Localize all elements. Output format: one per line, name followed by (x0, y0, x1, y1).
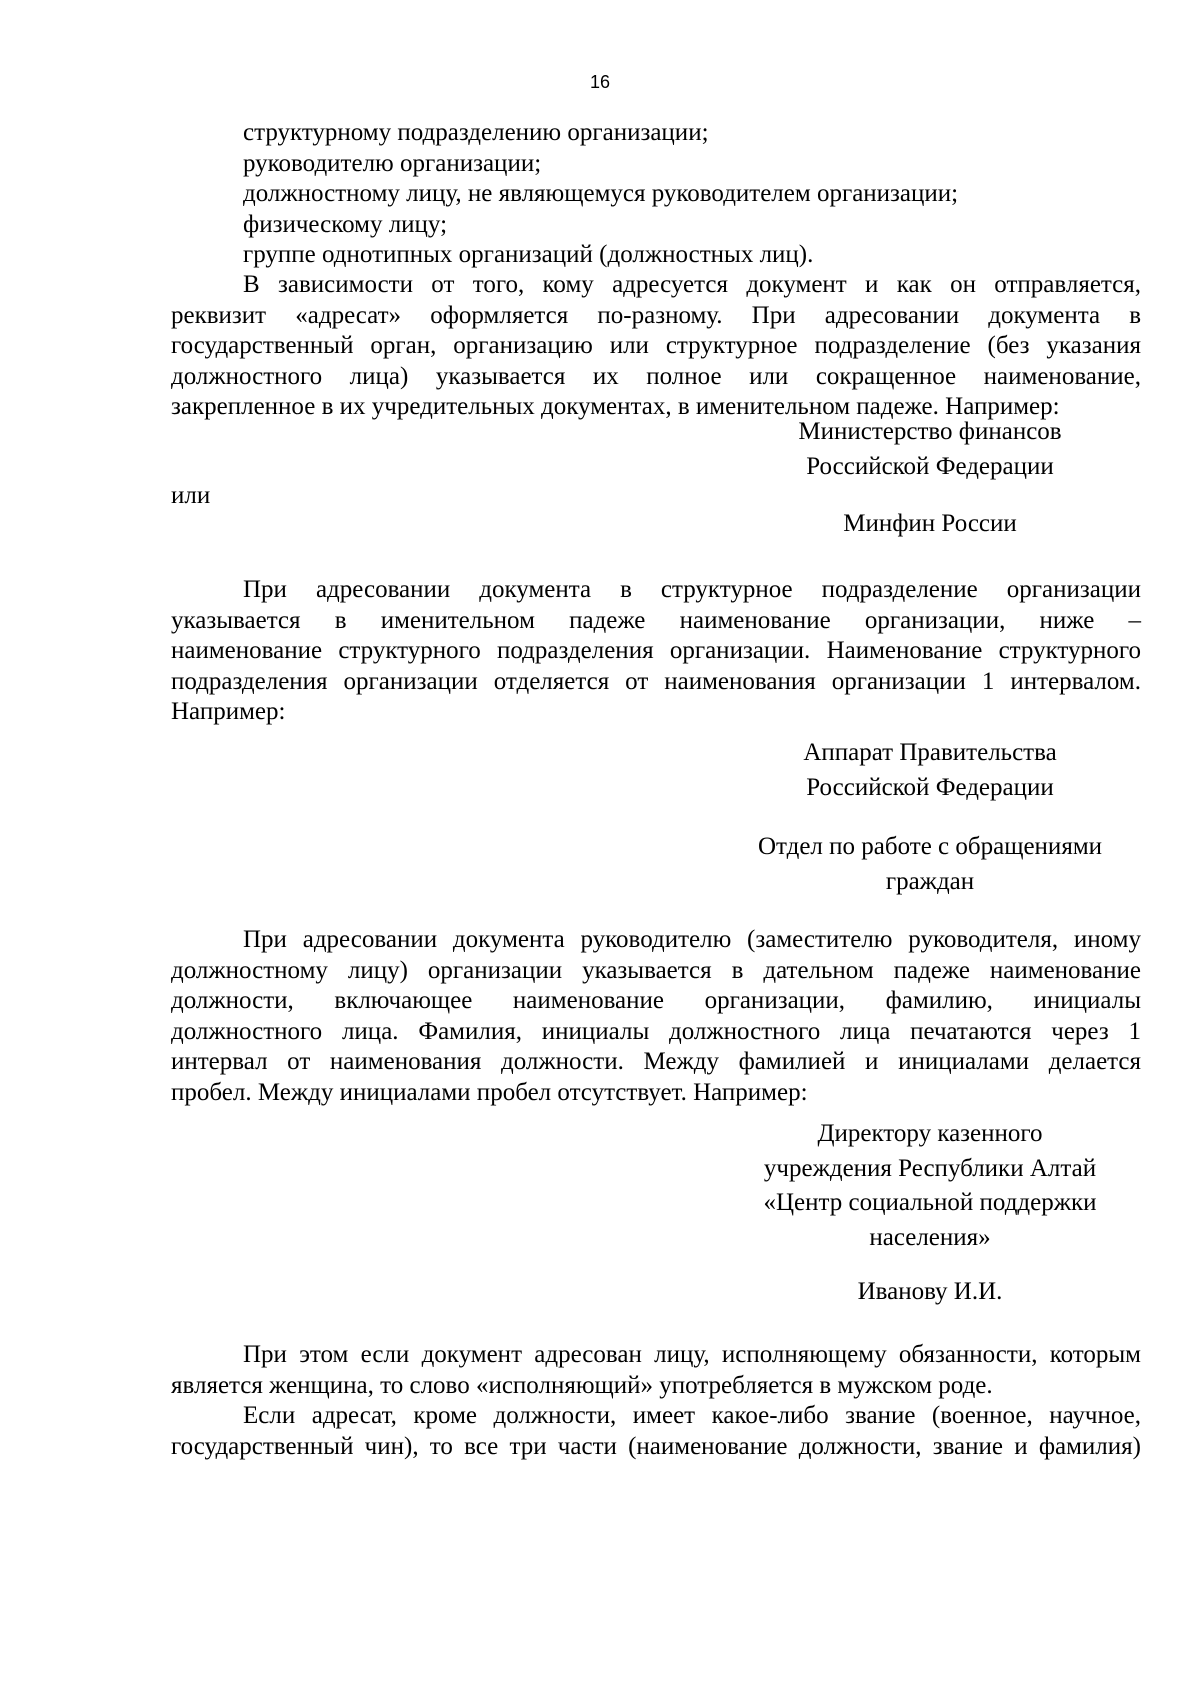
paragraph-line: государственный орган, организацию или структурное подразделение (без указания (171, 332, 1141, 359)
paragraph-line: пробел. Между инициалами пробел отсутствует. Например: (171, 1078, 808, 1106)
addressee-example-department (690, 830, 1170, 899)
recipient-list (171, 118, 1141, 271)
paragraph-line: должности, включающее наименование организации, фамилию, инициалы (171, 987, 1141, 1014)
paragraph-line: указывается в именительном падеже наименование организации, ниже – (171, 606, 1141, 634)
addressee-line: Иванову И.И. (857, 1278, 1003, 1305)
addressee-line: Минфин России (843, 510, 1017, 537)
or-text: или (171, 482, 211, 509)
paragraph-5 (171, 1401, 1141, 1462)
addressee-line: Российской Федерации (806, 773, 1054, 801)
list-item: руководителю организации; (243, 149, 542, 177)
addressee-line: Министерство финансов (798, 418, 1062, 445)
addressee-line: Директору казенного (817, 1120, 1043, 1147)
paragraph-2 (171, 575, 1141, 728)
paragraph-line: закрепленное в их учредительных документах, в именительном падеже. Например: (171, 393, 1060, 420)
paragraph-1 (171, 270, 1141, 423)
paragraph-line: является женщина, то слово «исполняющий» употребляется в мужском роде. (171, 1371, 993, 1399)
paragraph-line: должностного лица. Фамилия, инициалы должностного лица печатаются через 1 (171, 1017, 1141, 1045)
paragraph-line: При адресовании документа в структурное подразделение организации (243, 576, 1141, 603)
paragraph-line: государственный чин), то все три части (наименование должности, звание и фамилия) (171, 1432, 1141, 1460)
addressee-example-ministry (720, 415, 1140, 484)
addressee-line: Российской Федерации (806, 452, 1054, 480)
paragraph-line: При этом если документ адресован лицу, исполняющему обязанности, которым (243, 1341, 1141, 1368)
addressee-line: учреждения Республики Алтай (763, 1154, 1097, 1182)
paragraph-line: должностному лицу) организации указывается в дательном падеже наименование (171, 956, 1141, 984)
list-item: физическому лицу; (243, 210, 448, 238)
paragraph-line: подразделения организации отделяется от наименования организации 1 интервалом. (171, 667, 1141, 695)
paragraph-line: реквизит «адресат» оформляется по-разному. При адресовании документа в (171, 301, 1141, 329)
list-item: структурному подразделению организации; (243, 119, 709, 146)
list-item: должностному лицу, не являющемуся руководителем организации; (243, 180, 959, 207)
addressee-line: Отдел по работе с обращениями (757, 833, 1103, 860)
addressee-line: «Центр социальной поддержки (763, 1189, 1097, 1216)
paragraph-line: В зависимости от того, кому адресуется документ и как он отправляется, (243, 271, 1141, 298)
paragraph-line: наименование структурного подразделения организации. Наименование структурного (171, 637, 1141, 664)
paragraph-3 (171, 925, 1141, 1108)
paragraph-line: Например: (171, 698, 286, 725)
paragraph-line: Если адресат, кроме должности, имеет какое-либо звание (военное, научное, (243, 1402, 1141, 1429)
addressee-line: граждан (885, 867, 975, 895)
addressee-example-minfin (720, 507, 1140, 542)
paragraph-line: При адресовании документа руководителю (заместителю руководителя, иному (243, 926, 1141, 953)
paragraph-line: должностного лица) указывается их полное или сокращенное наименование, (171, 362, 1141, 390)
list-item: группе однотипных организаций (должностных лиц). (243, 241, 814, 268)
page-number: 16 (589, 72, 611, 92)
addressee-line: Аппарат Правительства (803, 739, 1057, 766)
paragraph-4 (171, 1340, 1141, 1401)
addressee-example-name (720, 1275, 1140, 1310)
addressee-line: населения» (869, 1223, 991, 1251)
paragraph-line: интервал от наименования должности. Между фамилией и инициалами делается (171, 1048, 1141, 1075)
addressee-example-director (720, 1117, 1140, 1255)
addressee-example-apparatus (720, 736, 1140, 805)
